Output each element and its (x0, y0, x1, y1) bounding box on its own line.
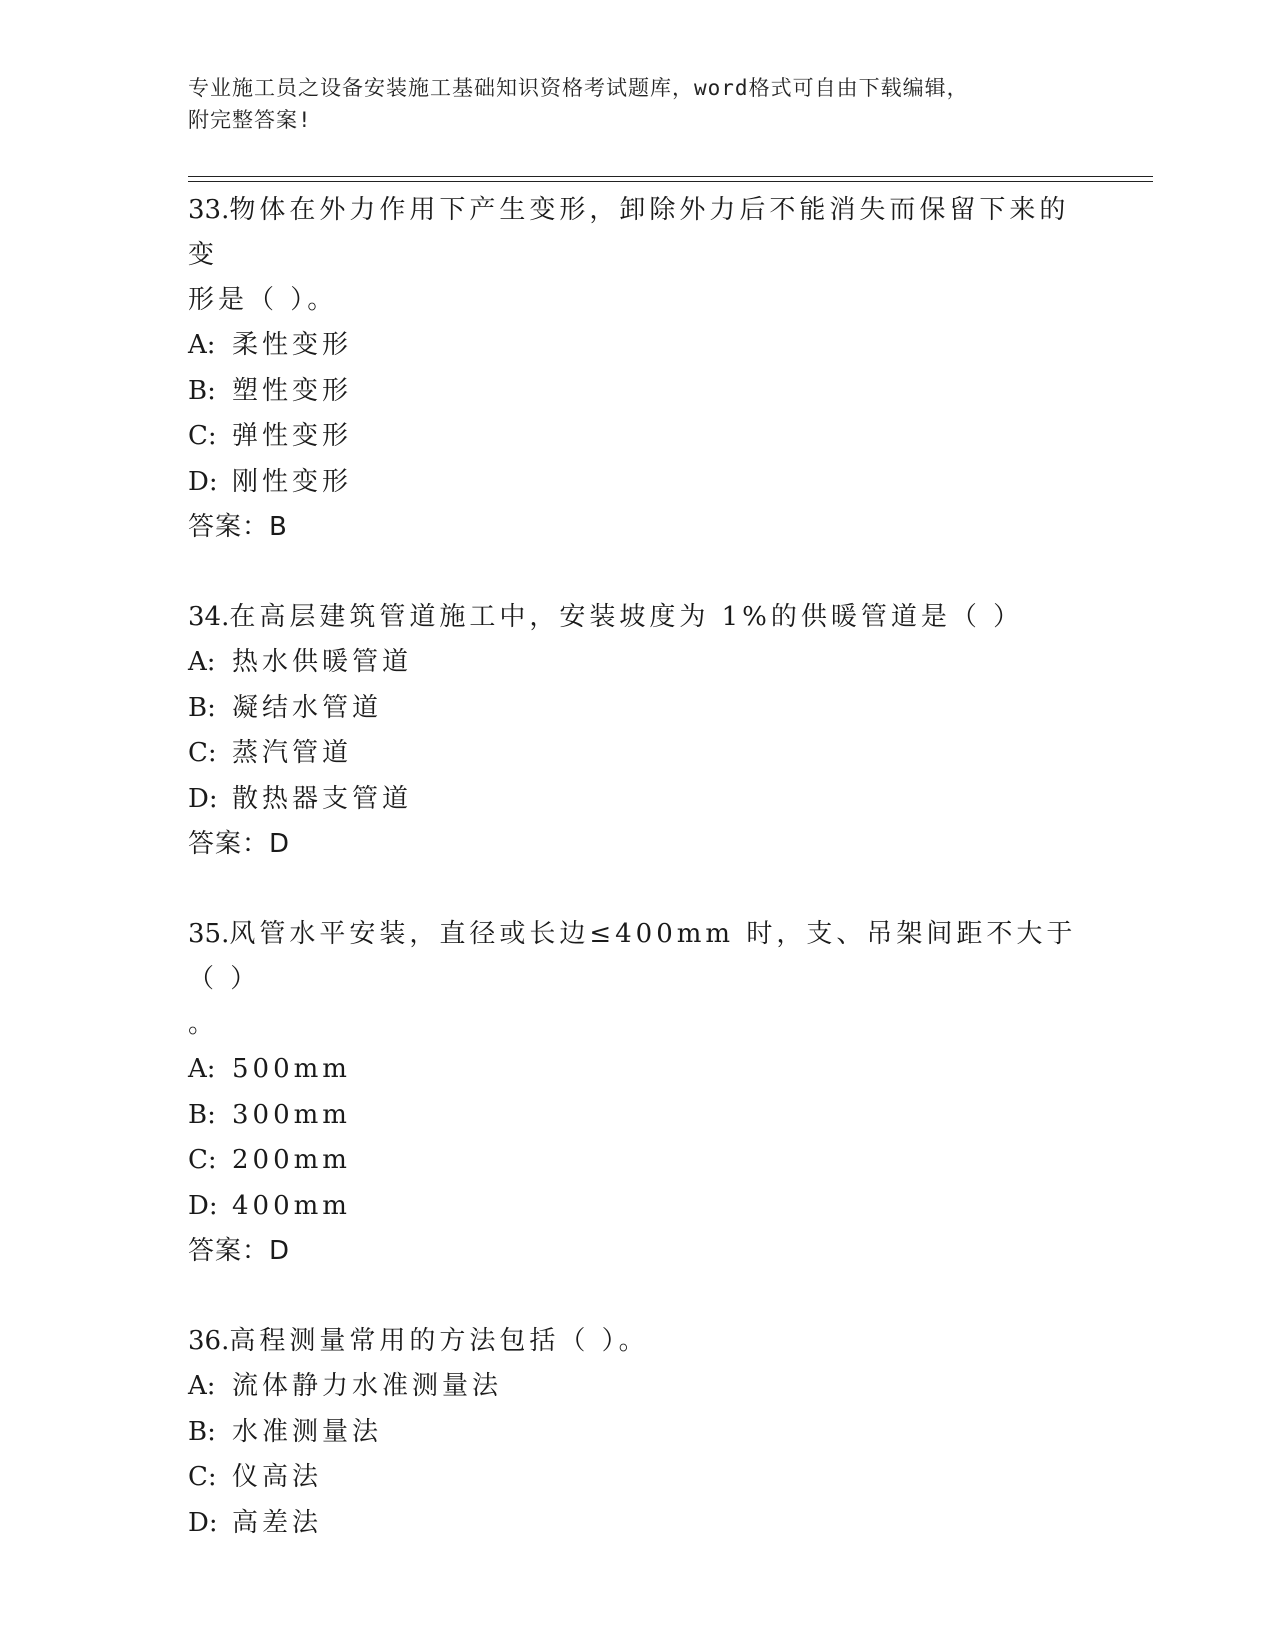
question-list (188, 188, 1088, 1546)
option-text: 水准测量法 (232, 1416, 383, 1447)
option-text: 500mm (232, 1054, 351, 1084)
spacer (188, 867, 1088, 912)
question-33 (188, 188, 1088, 550)
option-text: 散热器支管道 (232, 783, 413, 814)
header-line-2: 附完整答案! (188, 108, 312, 132)
question-text-line-1: 高程测量常用的方法包括（ ）。 (229, 1326, 649, 1356)
option-letter: D: (188, 783, 218, 814)
option-letter: C: (188, 1462, 217, 1492)
spacer (188, 1274, 1088, 1319)
spacer (188, 550, 1088, 595)
question-stem (188, 1319, 1088, 1364)
header-divider-top (188, 176, 1153, 177)
option-letter: B: (188, 375, 216, 406)
option-c (188, 1455, 1088, 1501)
option-b (188, 369, 1088, 415)
option-letter: A: (188, 647, 216, 677)
option-text: 高差法 (232, 1507, 323, 1538)
question-stem (188, 595, 1088, 640)
option-letter: D: (188, 1507, 218, 1538)
option-d (188, 777, 1088, 823)
option-a (188, 1047, 1088, 1093)
question-number: 35. (188, 919, 230, 949)
option-text: 蒸汽管道 (232, 738, 353, 768)
option-letter: D: (188, 1190, 218, 1221)
header-divider-bottom (188, 181, 1153, 182)
option-d (188, 1501, 1088, 1547)
option-text: 热水供暖管道 (232, 647, 413, 677)
option-letter: B: (188, 1416, 216, 1447)
option-b (188, 1410, 1088, 1456)
option-d (188, 460, 1088, 506)
option-letter: A: (188, 330, 216, 360)
question-text-line-1: 物体在外力作用下产生变形，卸除外力后不能消失而保留下来的变 (188, 195, 1070, 270)
option-text: 300mm (232, 1099, 351, 1130)
option-c (188, 414, 1088, 460)
option-letter: B: (188, 1099, 216, 1130)
question-text-line-1: 在高层建筑管道施工中，安装坡度为 1%的供暖管道是（ ） (229, 602, 1024, 632)
option-letter: C: (188, 738, 217, 768)
option-letter: B: (188, 692, 216, 723)
option-letter: A: (188, 1371, 216, 1401)
option-letter: A: (188, 1054, 216, 1084)
option-text: 仪高法 (232, 1462, 323, 1492)
option-text: 塑性变形 (232, 375, 353, 406)
option-letter: C: (188, 421, 217, 451)
option-text: 柔性变形 (232, 330, 353, 360)
question-number: 34. (188, 602, 230, 632)
document-header (188, 72, 1088, 136)
header-line-1: 专业施工员之设备安装施工基础知识资格考试题库，word格式可自由下载编辑， (188, 76, 969, 100)
answer-line: 答案：D (188, 829, 291, 859)
answer-line: 答案：B (188, 512, 288, 542)
option-text: 刚性变形 (232, 466, 353, 497)
question-text-line-2: 形是（ ）。 (188, 285, 338, 315)
option-text: 流体静力水准测量法 (232, 1371, 503, 1401)
question-number: 33. (188, 195, 230, 225)
option-text: 弹性变形 (232, 421, 353, 451)
option-letter: D: (188, 466, 218, 497)
question-34 (188, 595, 1088, 867)
option-c (188, 731, 1088, 777)
answer-line: 答案：D (188, 1236, 291, 1266)
question-text-line-2: 。 (188, 1009, 219, 1039)
option-letter: C: (188, 1145, 217, 1175)
question-stem (188, 912, 1088, 1002)
option-text: 凝结水管道 (232, 692, 383, 723)
option-b (188, 1093, 1088, 1139)
option-text: 200mm (232, 1145, 351, 1175)
option-c (188, 1138, 1088, 1184)
option-text: 400mm (232, 1190, 351, 1221)
option-a (188, 640, 1088, 686)
option-b (188, 686, 1088, 732)
option-d (188, 1184, 1088, 1230)
question-number: 36. (188, 1326, 230, 1356)
question-36 (188, 1319, 1088, 1546)
question-35 (188, 912, 1088, 1274)
option-a (188, 1364, 1088, 1410)
question-stem (188, 188, 1088, 278)
option-a (188, 323, 1088, 369)
question-text-line-1: 风管水平安装，直径或长边≤400mm 时，支、吊架间距不大于（ ） (188, 919, 1077, 994)
